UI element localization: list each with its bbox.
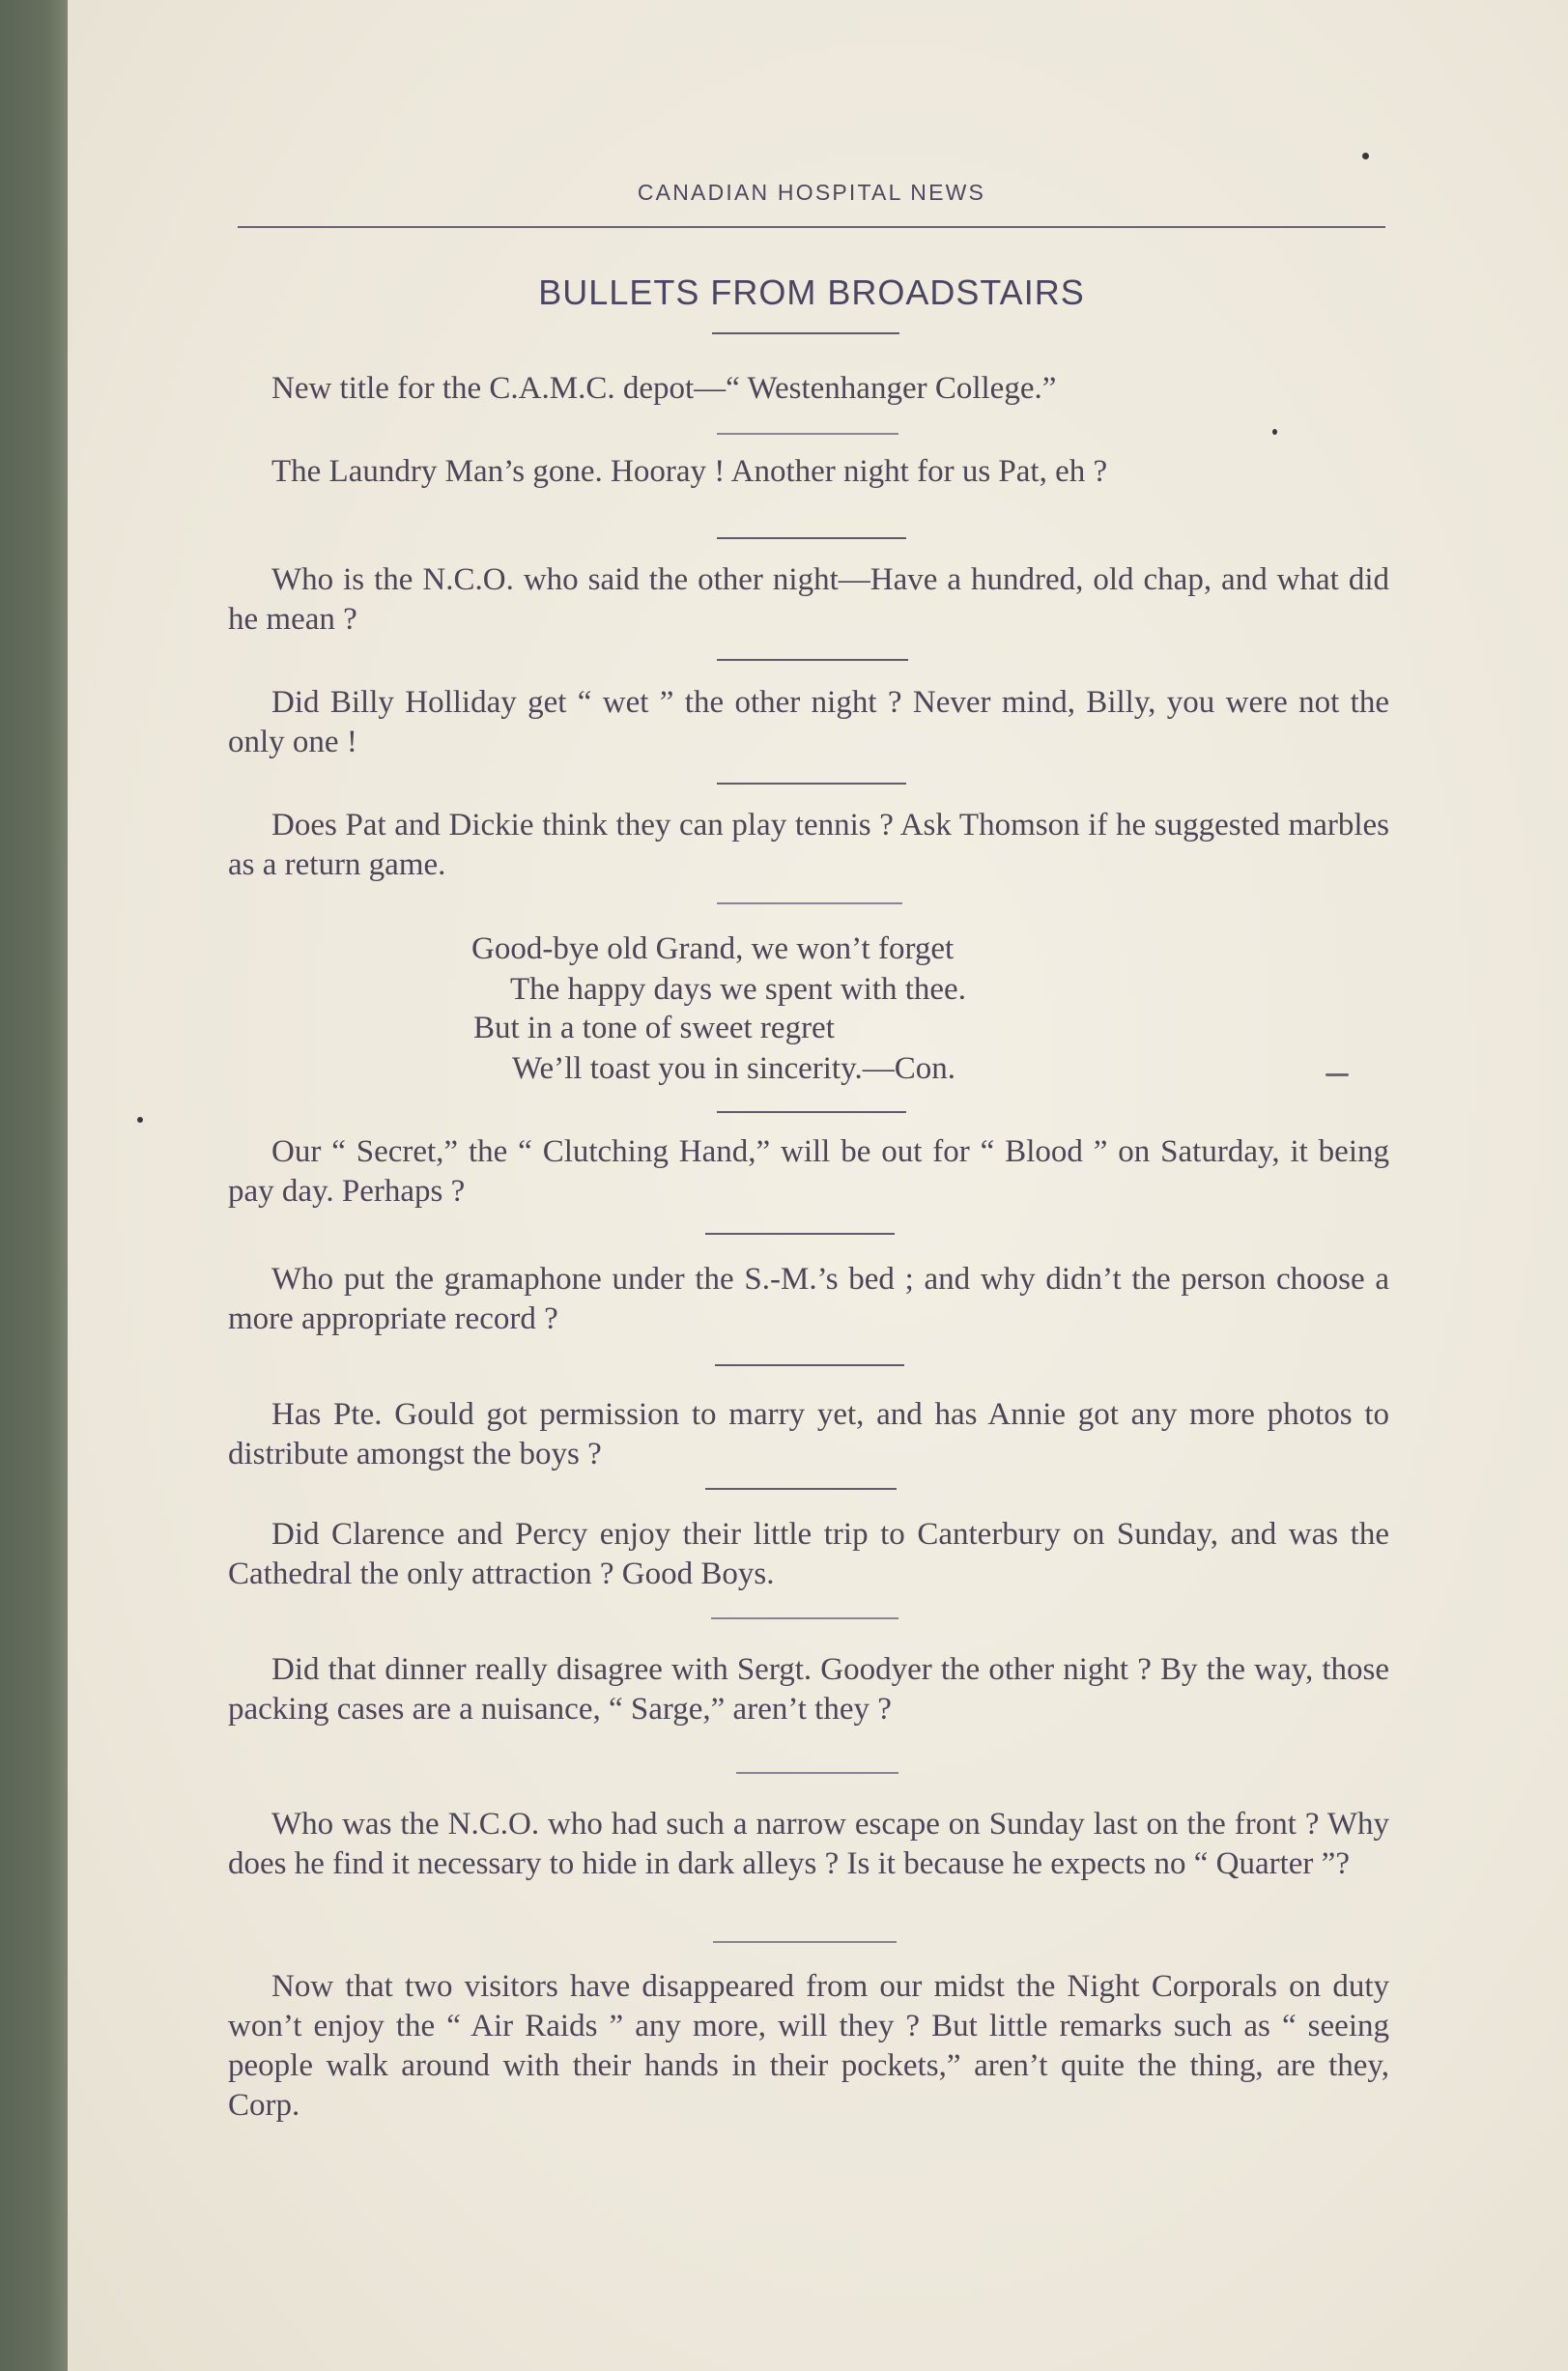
item-separator [705, 1233, 895, 1235]
item-paragraph: The Laundry Man’s gone. Hooray ! Another night for us Pat, eh ? [271, 454, 1108, 489]
item-paragraph: Did that dinner really disagree with Sergt. Goodyer the other night ? By the way, those packing cases are a nuisance, “ Sarge,” aren’t they ? [228, 1652, 1389, 1727]
ink-speck [1362, 153, 1369, 159]
running-header: CANADIAN HOSPITAL NEWS [637, 180, 986, 205]
item-separator [717, 537, 906, 539]
item-paragraph: Who was the N.C.O. who had such a narrow escape on Sunday last on the front ? Why does he find it necessary to hide in dark alleys ? Is it because he expects no “ Quarter ”? [228, 1807, 1389, 1881]
ink-speck [1326, 1073, 1349, 1076]
item-separator [717, 659, 908, 661]
item-separator [705, 1488, 897, 1490]
item-separator [717, 433, 898, 435]
ink-speck [1272, 429, 1277, 435]
item-separator [736, 1772, 898, 1774]
item-paragraph: Has Pte. Gould got permission to marry yet, and has Annie got any more photos to distribute amongst the boys ? [228, 1397, 1389, 1471]
verse-line: Good-bye old Grand, we won’t forget [471, 931, 955, 966]
item-separator [711, 1617, 898, 1619]
item-separator [715, 1364, 904, 1366]
verse-line: We’ll toast you in sincerity.—Con. [512, 1051, 955, 1086]
title-rule [712, 332, 899, 334]
item-paragraph: Now that two visitors have disappeared from our midst the Night Corporals on duty won’t enjoy the “ Air Raids ” any more, will they ? But little remarks such as “ seeing people walk around with their hands in their pockets,” aren’t quite the thing, are they, Corp. [228, 1969, 1389, 2123]
verse-line: The happy days we spent with thee. [510, 972, 966, 1007]
item-paragraph: New title for the C.A.M.C. depot—“ Westenhanger College.” [271, 371, 1057, 406]
article-title: BULLETS FROM BROADSTAIRS [538, 272, 1085, 312]
item-separator [717, 902, 902, 904]
item-paragraph: Did Clarence and Percy enjoy their little trip to Canterbury on Sunday, and was the Cathedral the only attraction ? Good Boys. [228, 1517, 1389, 1591]
verse-line: But in a tone of sweet regret [473, 1011, 835, 1045]
item-separator [717, 1111, 906, 1113]
item-paragraph: Does Pat and Dickie think they can play tennis ? Ask Thomson if he suggested marbles as a return game. [228, 808, 1389, 882]
ink-speck [137, 1117, 143, 1123]
binding-strip [0, 0, 68, 2371]
item-separator [713, 1941, 897, 1943]
header-rule [238, 226, 1385, 228]
item-paragraph: Who put the gramaphone under the S.-M.’s bed ; and why didn’t the person choose a more appropriate record ? [228, 1262, 1389, 1336]
item-paragraph: Did Billy Holliday get “ wet ” the other night ? Never mind, Billy, you were not the only one ! [228, 685, 1389, 759]
item-separator [717, 783, 906, 785]
item-paragraph: Who is the N.C.O. who said the other night—Have a hundred, old chap, and what did he mean ? [228, 562, 1389, 637]
item-paragraph: Our “ Secret,” the “ Clutching Hand,” will be out for “ Blood ” on Saturday, it being pay day. Perhaps ? [228, 1134, 1389, 1209]
